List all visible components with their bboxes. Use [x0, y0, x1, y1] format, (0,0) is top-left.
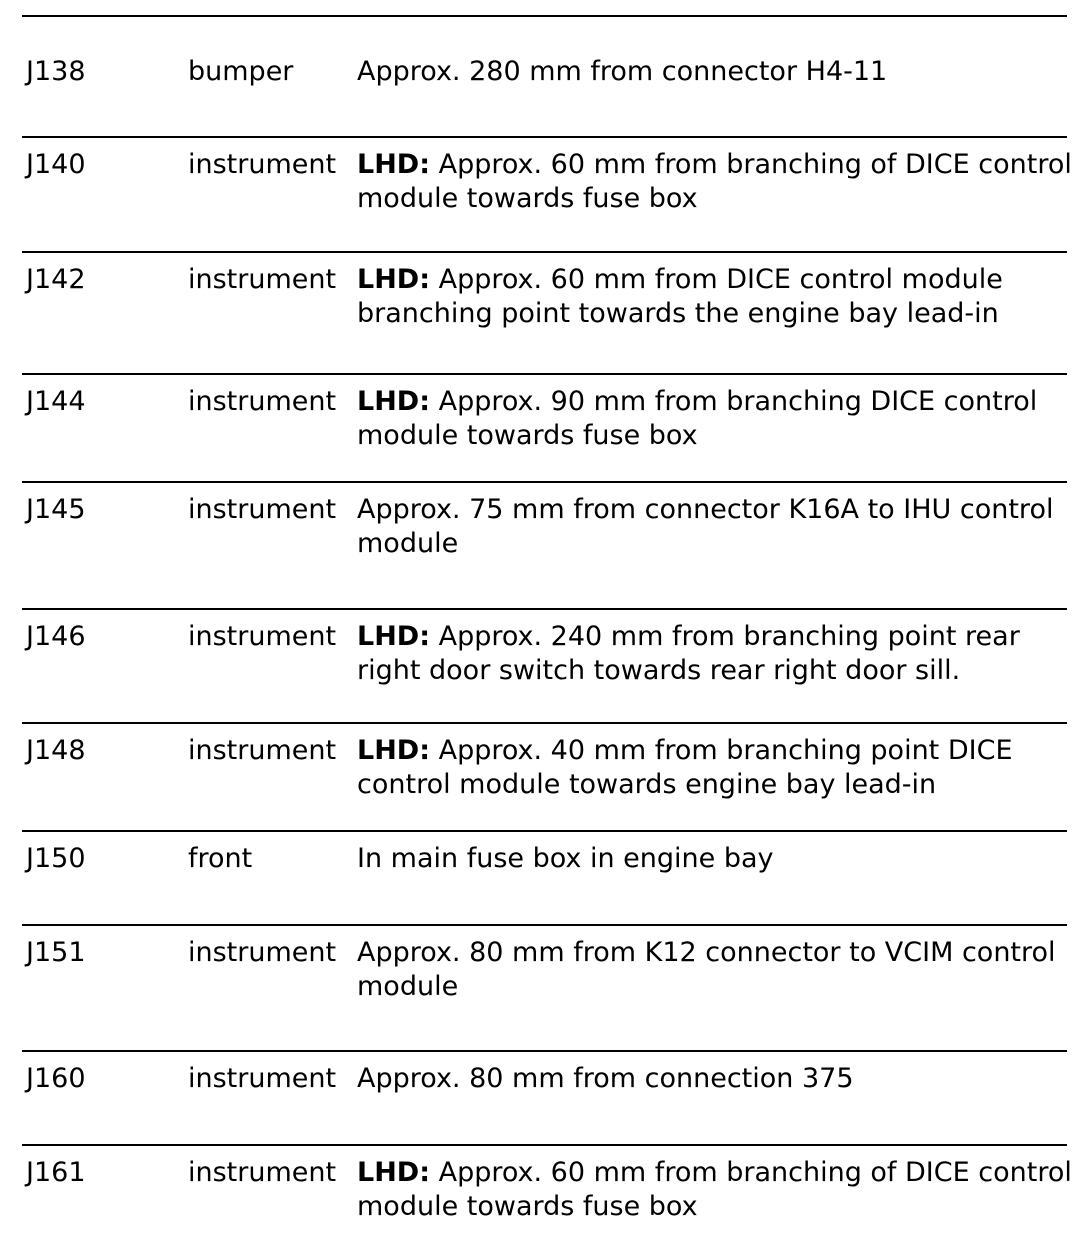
- hand-drive-prefix: LHD:: [357, 735, 431, 766]
- table-row: [22, 1144, 1072, 1234]
- location-text: Approx. 60 mm from branching of DICE control module towards fuse box: [357, 149, 1072, 214]
- harness-area: instrument: [188, 937, 337, 968]
- location-description: [357, 1062, 1072, 1096]
- harness-area: instrument: [188, 494, 337, 525]
- location-text: Approx. 80 mm from K12 connector to VCIM control module: [357, 937, 1056, 1002]
- location-description: [357, 493, 1072, 561]
- location-description: [357, 55, 1072, 89]
- table-row: [22, 136, 1072, 251]
- connector-code: J145: [26, 494, 86, 525]
- table-row: [22, 608, 1067, 722]
- location-text: Approx. 240 mm from branching point rear right door switch towards rear right door sill.: [357, 621, 1020, 686]
- table-row: [22, 722, 1067, 830]
- table-row: [22, 924, 1067, 1050]
- location-text: Approx. 75 mm from connector K16A to IHU control module: [357, 494, 1054, 559]
- location-description: [357, 1156, 1072, 1224]
- location-description: [357, 734, 1072, 802]
- hand-drive-prefix: LHD:: [357, 621, 431, 652]
- harness-area: instrument: [188, 735, 337, 766]
- connector-code: J161: [26, 1157, 86, 1188]
- harness-area: instrument: [188, 149, 337, 180]
- connector-code: J146: [26, 621, 86, 652]
- location-description: [357, 842, 1072, 876]
- connector-code: J144: [26, 386, 86, 417]
- location-description: [357, 936, 1072, 1004]
- table-row: [22, 15, 1067, 136]
- harness-area: instrument: [188, 264, 337, 295]
- connector-code: J148: [26, 735, 86, 766]
- hand-drive-prefix: LHD:: [357, 264, 431, 295]
- location-text: Approx. 60 mm from DICE control module branching point towards the engine bay lead-in: [357, 264, 1003, 329]
- location-description: [357, 620, 1072, 688]
- location-text: Approx. 40 mm from branching point DICE control module towards engine bay lead-in: [357, 735, 1013, 800]
- connector-code: J140: [26, 149, 86, 180]
- connector-code: J151: [26, 937, 86, 968]
- location-description: [357, 385, 1072, 453]
- harness-area: bumper: [188, 56, 294, 87]
- connector-code: J138: [26, 56, 86, 87]
- harness-area: instrument: [188, 386, 337, 417]
- table-row: [22, 481, 1067, 608]
- table-row: [22, 1050, 1067, 1144]
- location-text: Approx. 80 mm from connection 375: [357, 1063, 854, 1094]
- connector-code: J142: [26, 264, 86, 295]
- location-description: [357, 148, 1072, 216]
- harness-area: instrument: [188, 1157, 337, 1188]
- location-text: Approx. 60 mm from branching of DICE control module towards fuse box: [357, 1157, 1072, 1222]
- table-row: [22, 251, 1067, 373]
- harness-area: front: [188, 843, 253, 874]
- location-text: Approx. 90 mm from branching DICE control module towards fuse box: [357, 386, 1038, 451]
- hand-drive-prefix: LHD:: [357, 149, 431, 180]
- location-text: In main fuse box in engine bay: [357, 843, 774, 874]
- hand-drive-prefix: LHD:: [357, 386, 431, 417]
- location-text: Approx. 280 mm from connector H4-11: [357, 56, 888, 87]
- table-row: [22, 830, 1067, 924]
- hand-drive-prefix: LHD:: [357, 1157, 431, 1188]
- connector-location-table: [22, 15, 1072, 1234]
- table-row: [22, 373, 1067, 481]
- location-description: [357, 263, 1072, 331]
- harness-area: instrument: [188, 621, 337, 652]
- harness-area: instrument: [188, 1063, 337, 1094]
- connector-code: J160: [26, 1063, 86, 1094]
- connector-code: J150: [26, 843, 86, 874]
